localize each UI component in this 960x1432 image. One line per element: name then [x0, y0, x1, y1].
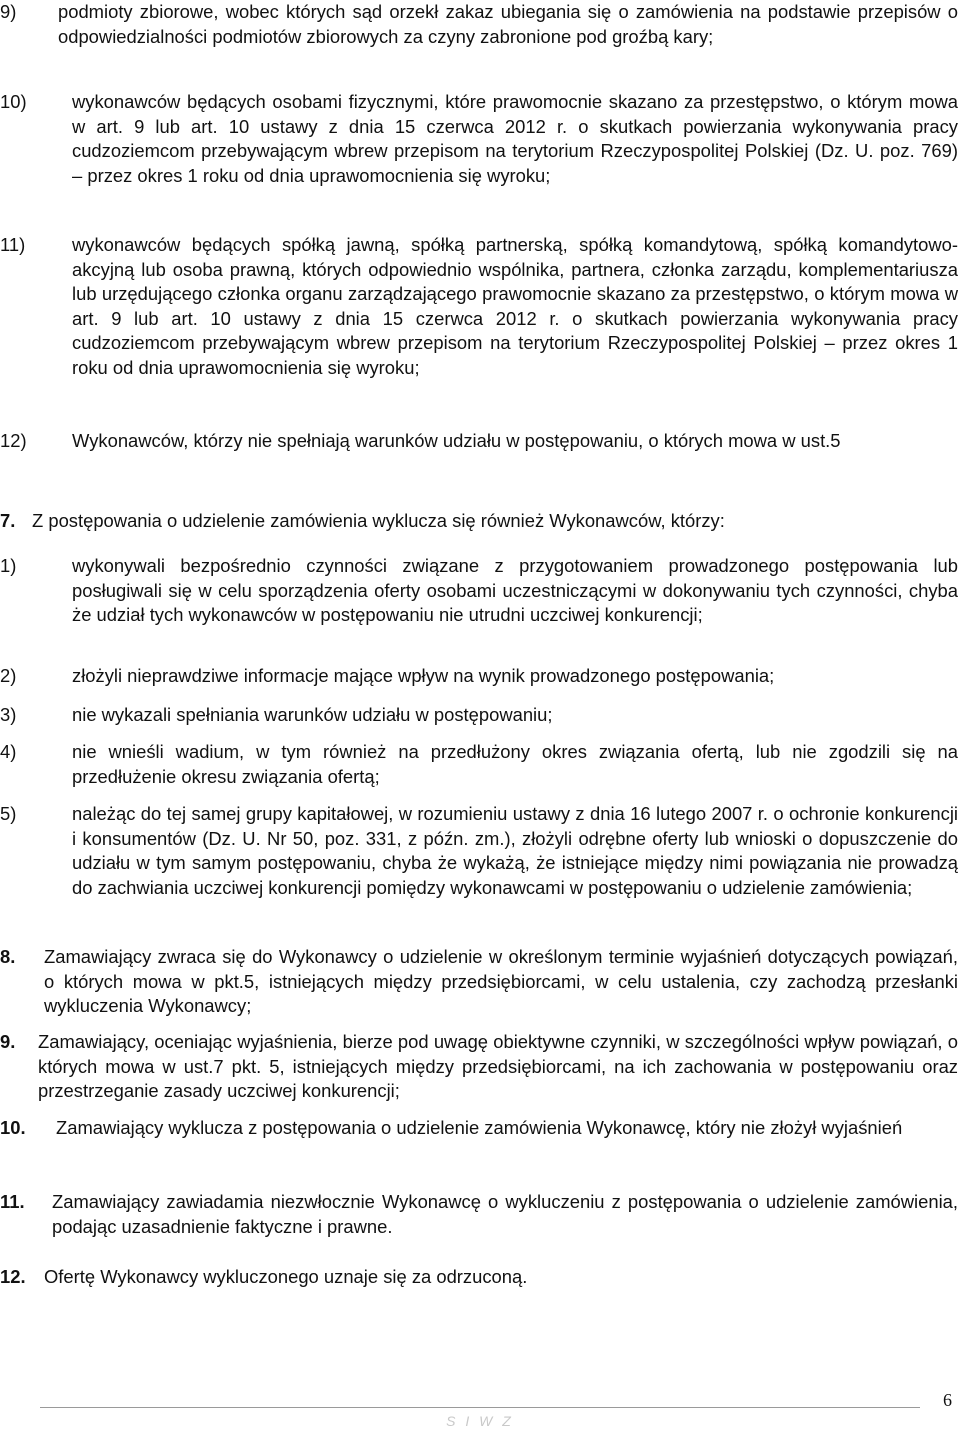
item-number: 9): [0, 1, 17, 22]
section-7-item-2: [0, 664, 958, 689]
section-number: 10.: [0, 1117, 26, 1138]
section-8: [0, 945, 958, 1019]
section-9: [0, 1030, 958, 1104]
footer-siwz-label: S I W Z: [446, 1413, 514, 1429]
exclusion-item-11: [0, 233, 958, 381]
section-text: Z postępowania o udzielenie zamówienia wyklucza się również Wykonawców, którzy:: [32, 510, 725, 531]
section-text: Zamawiający wyklucza z postępowania o udzielenie zamówienia Wykonawcę, który nie złożył wyjaśnień: [56, 1117, 903, 1138]
page-number: 6: [943, 1390, 952, 1410]
exclusion-item-12: [0, 429, 958, 454]
footer-divider: [40, 1407, 920, 1408]
item-number: 4): [0, 741, 17, 762]
exclusion-item-10: [0, 90, 958, 188]
section-number: 9.: [0, 1031, 16, 1052]
section-7: [0, 509, 958, 534]
item-number: 3): [0, 704, 17, 725]
item-text: należąc do tej samej grupy kapitałowej, w rozumieniu ustawy z dnia 16 lutego 2007 r. o ochronie konkurencji i konsumentów (Dz. U. Nr 50, poz. 331, z późn. zm.), złożyli odrębne oferty lub wnioski o dopuszczenie do udziału w tym samym postępowaniu, chyba że wykażą, że istniejące między nimi powiązania nie prowadzą do zachwiania uczciwej konkurencji pomiędzy wykonawcami w postępowaniu o udzielenie zamówienia;: [72, 803, 958, 898]
exclusion-item-9: [0, 0, 958, 49]
item-number: 10): [0, 91, 27, 112]
section-text: Zamawiający zwraca się do Wykonawcy o udzielenie w określonym terminie wyjaśnień dotyczących powiązań, o których mowa w pkt.5, istniejących między przedsiębiorcami, w celu ustalenia, czy zachodzą przesłanki wykluczenia Wykonawcy;: [44, 946, 958, 1017]
section-7-item-5: [0, 802, 958, 900]
section-number: 8.: [0, 946, 16, 967]
section-number: 12.: [0, 1266, 26, 1287]
item-number: 5): [0, 803, 17, 824]
section-7-item-1: [0, 554, 958, 628]
item-text: złożyli nieprawdziwe informacje mające wpływ na wynik prowadzonego postępowania;: [72, 665, 775, 686]
item-text: nie wykazali spełniania warunków udziału w postępowaniu;: [72, 704, 553, 725]
section-10: [0, 1116, 958, 1141]
section-text: Ofertę Wykonawcy wykluczonego uznaje się za odrzuconą.: [44, 1266, 528, 1287]
item-text: podmioty zbiorowe, wobec których sąd orzekł zakaz ubiegania się o zamówienia na podstawie przepisów o odpowiedzialności podmiotów zbiorowych za czyny zabronione pod groźbą kary;: [58, 1, 958, 47]
section-number: 7.: [0, 510, 16, 531]
item-number: 12): [0, 430, 27, 451]
item-text: wykonawców będących spółką jawną, spółką partnerską, spółką komandytową, spółką komandytowo-akcyjną lub osoba prawną, których odpowiednio wspólnika, partnera, członka zarządu, komplementariusza lub urzędującego członka organu zarządzającego prawomocnie skazano za przestępstwo, o którym mowa w art. 9 lub art. 10 ustawy z dnia 15 czerwca 2012 r. o skutkach powierzania wykonywania pracy cudzoziemcom przebywającym wbrew przepisom na terytorium Rzeczypospolitej Polskiej – przez okres 1 roku od dnia uprawomocnienia się wyroku;: [72, 234, 958, 378]
item-text: nie wnieśli wadium, w tym również na przedłużony okres związania ofertą, lub nie zgodzili się na przedłużenie okresu związania ofertą;: [72, 741, 958, 787]
section-12: [0, 1265, 958, 1290]
section-7-item-4: [0, 740, 958, 789]
section-11: [0, 1190, 958, 1239]
section-number: 11.: [0, 1191, 25, 1212]
item-text: Wykonawców, którzy nie spełniają warunków udziału w postępowaniu, o których mowa w ust.5: [72, 430, 841, 451]
item-text: wykonawców będących osobami fizycznymi, które prawomocnie skazano za przestępstwo, o którym mowa w art. 9 lub art. 10 ustawy z dnia 15 czerwca 2012 r. o skutkach powierzania wykonywania pracy cudzoziemcom przebywającym wbrew przepisom na terytorium Rzeczypospolitej Polskiej (Dz. U. poz. 769) – przez okres 1 roku od dnia uprawomocnienia się wyroku;: [72, 91, 958, 186]
item-number: 1): [0, 555, 17, 576]
section-text: Zamawiający zawiadamia niezwłocznie Wykonawcę o wykluczeniu z postępowania o udzielenie zamówienia, podając uzasadnienie faktyczne i prawne.: [52, 1191, 958, 1237]
item-number: 11): [0, 234, 26, 255]
item-text: wykonywali bezpośrednio czynności związane z przygotowaniem prowadzonego postępowania lub posługiwali się w celu sporządzenia oferty osobami uczestniczącymi w dokonywaniu tych czynności, chyba że udział tych wykonawców w postępowaniu nie utrudni uczciwej konkurencji;: [72, 555, 958, 626]
section-7-item-3: [0, 703, 958, 728]
item-number: 2): [0, 665, 17, 686]
section-text: Zamawiający, oceniając wyjaśnienia, bierze pod uwagę obiektywne czynniki, w szczególności wpływ powiązań, o których mowa w ust.7 pkt. 5, istniejących między przedsiębiorcami, na ich zachowania w postępowaniu oraz przestrzeganie zasady uczciwej konkurencji;: [38, 1031, 958, 1102]
